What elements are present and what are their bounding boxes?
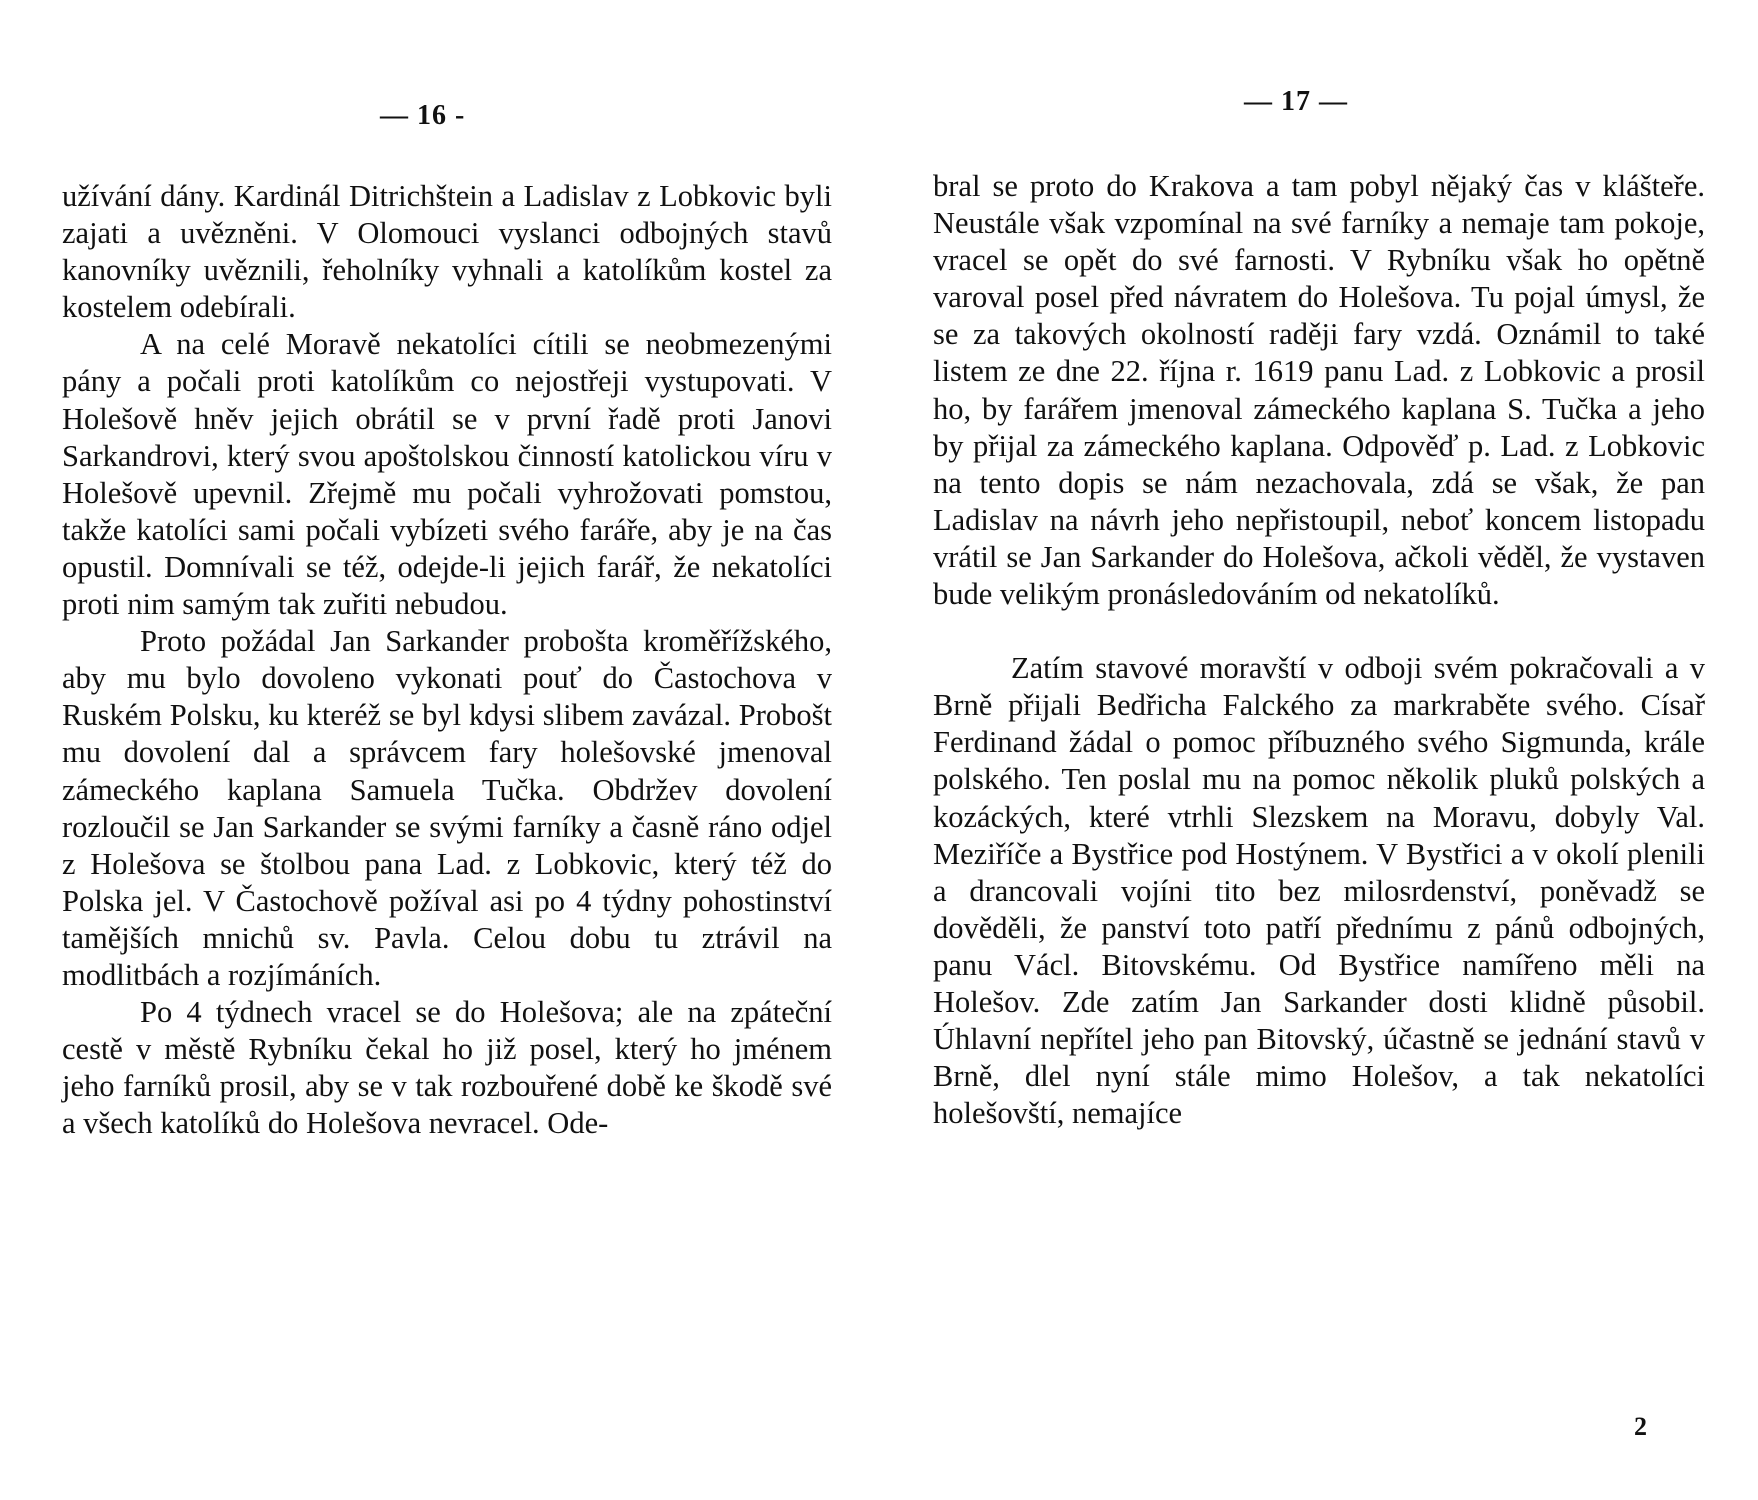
left-page-text bbox=[62, 178, 832, 1142]
right-page bbox=[879, 0, 1758, 1500]
left-paragraph-2: A na celé Moravě nekatolíci cítili se neobmezenými pány a počali proti katolíkům co nejostřeji vystupovati. V Holešově hněv jejich obrátil se v první řadě proti Janovi Sarkandrovi, který svou apoštolskou činností katolickou víru v Holešově upevnil. Zřejmě mu počali vyhrožovati pomstou, takže katolíci sami počali vybízeti svého faráře, aby je na čas opustil. Domnívali se též, odejde-li jejich farář, že nekatolíci proti nim samým tak zuřiti nebudou. bbox=[62, 327, 832, 622]
right-page-text bbox=[933, 168, 1705, 1132]
left-paragraph-3: Proto požádal Jan Sarkander probošta kroměřížského, aby mu bylo dovoleno vykonati pouť do Častochova v Ruském Polsku, ku kteréž se byl kdysi slibem zavázal. Probošt mu dovolení dal a správcem fary holešovské jmenoval zámeckého kaplana Samuela Tučka. Obdržev dovolení rozloučil se Jan Sarkander se svými farníky a časně ráno odjel z Holešova se štolbou pana Lad. z Lobkovic, který též do Polska jel. V Častochově požíval asi po 4 týdny pohostinství tamějších mnichů sv. Pavla. Celou dobu tu ztrávil na modlitbách a rozjímáních. bbox=[62, 624, 832, 992]
right-page-number: — 17 — bbox=[1244, 86, 1348, 117]
right-paragraph-2: Zatím stavové moravští v odboji svém pokračovali a v Brně přijali Bedřicha Falckého za markraběte svého. Císař Ferdinand žádal o pomoc příbuzného svého Sigmunda, krále polského. Ten poslal mu na pomoc několik pluků polských a kozáckých, které vtrhli Slezskem na Moravu, dobyly Val. Meziříče a Bystřice pod Hostýnem. V Bystřici a v okolí plenili a drancovali vojíni tito bez milosrdenství, poněvadž se dověděli, že panství toto patří přednímu z pánů odbojných, panu Václ. Bitovskému. Od Bystřice namířeno měli na Holešov. Zde zatím Jan Sarkander dosti klidně působil. Úhlavní nepřítel jeho pan Bitovský, účastně se jednání stavů v Brně, dlel nyní stále mimo Holešov, a tak nekatolíci holešovští, nemajíce bbox=[933, 651, 1705, 1131]
right-paragraph-1: bral se proto do Krakova a tam pobyl nějaký čas v klášteře. Neustále však vzpomínal na své farníky a nemaje tam pokoje, vracel se opět do své farnosti. V Rybníku však ho opětně varoval posel před návratem do Holešova. Tu pojal úmysl, že se za takových okolností raději fary vzdá. Oznámil to také listem ze dne 22. října r. 1619 panu Lad. z Lobkovic a prosil ho, by farářem jmenoval zámeckého kaplana S. Tučka a jeho by přijal za zámeckého kaplana. Odpověď p. Lad. z Lobkovic na tento dopis se nám nezachovala, zdá se však, že pan Ladislav na návrh jeho nepřistoupil, neboť koncem listopadu vrátil se Jan Sarkander do Holešova, ačkoli věděl, že vystaven bude velikým pronásledováním od nekatolíků. bbox=[933, 169, 1705, 612]
left-paragraph-1: užívání dány. Kardinál Ditrichštein a Ladislav z Lobkovic byli zajati a uvězněni. V Olomouci vyslanci odbojných stavů kanovníky uvěznili, řeholníky vyhnali a katolíkům kostel za kostelem odebírali. bbox=[62, 179, 832, 325]
sheet-signature-number: 2 bbox=[1634, 1412, 1647, 1441]
left-paragraph-4: Po 4 týdnech vracel se do Holešova; ale na zpáteční cestě v městě Rybníku čekal ho již posel, který ho jménem jeho farníků prosil, aby se v tak rozbouřené době ke škodě své a všech katolíků do Holešova nevracel. Ode- bbox=[62, 995, 832, 1141]
left-page-number: — 16 - bbox=[380, 100, 466, 131]
